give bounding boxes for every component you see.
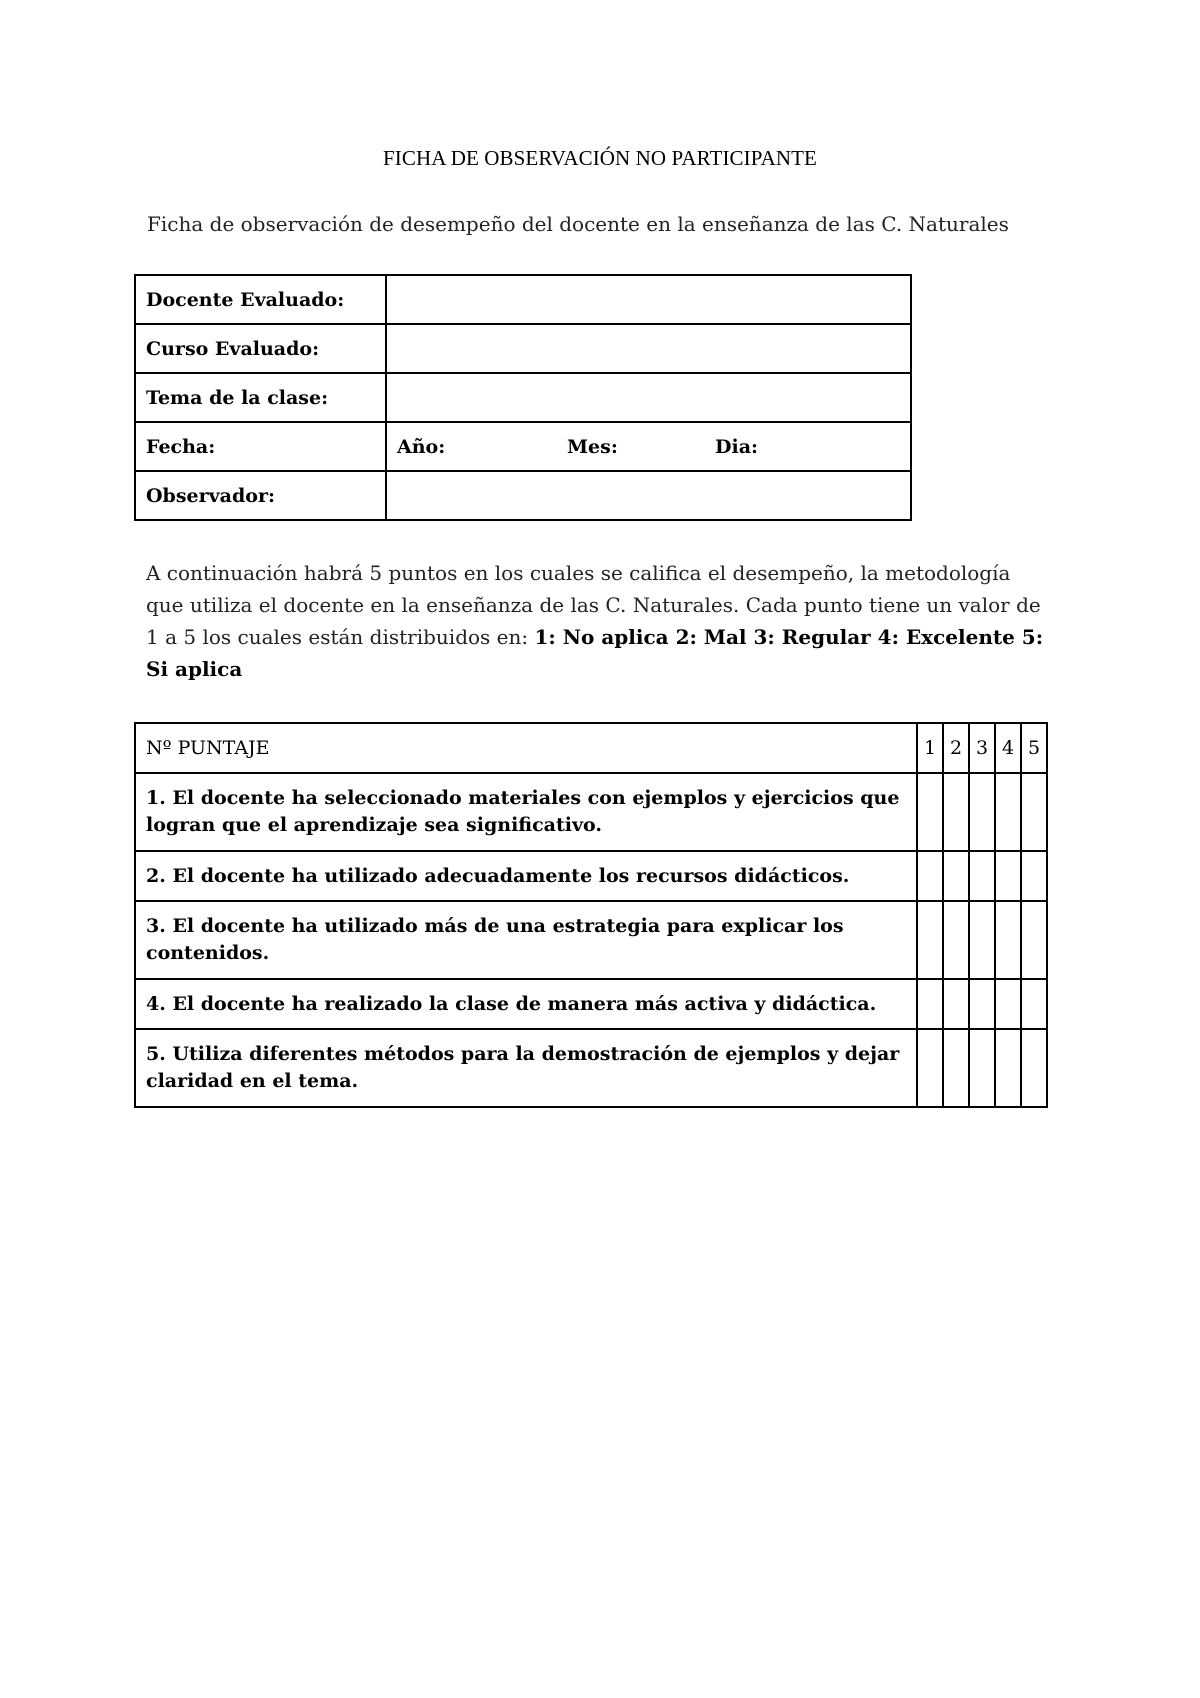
criterion-row-5 <box>135 1029 1047 1107</box>
score-cell-1-2[interactable] <box>943 773 969 851</box>
label-observador: Observador: <box>135 471 386 520</box>
info-row-curso <box>135 324 911 373</box>
score-cell-3-2[interactable] <box>943 901 969 979</box>
score-cell-5-4[interactable] <box>995 1029 1021 1107</box>
info-row-docente <box>135 275 911 324</box>
score-cell-4-4[interactable] <box>995 979 1021 1029</box>
label-mes: Mes: <box>567 435 618 458</box>
criterion-2: 2. El docente ha utilizado adecuadamente los recursos didácticos. <box>135 851 917 901</box>
score-cell-1-1[interactable] <box>917 773 943 851</box>
score-cell-2-2[interactable] <box>943 851 969 901</box>
label-anio: Año: <box>397 435 446 458</box>
label-docente: Docente Evaluado: <box>135 275 386 324</box>
score-col-1: 1 <box>917 723 943 773</box>
label-tema: Tema de la clase: <box>135 373 386 422</box>
field-docente[interactable] <box>386 275 911 324</box>
criterion-row-3 <box>135 901 1047 979</box>
criterion-row-2 <box>135 851 1047 901</box>
field-curso[interactable] <box>386 324 911 373</box>
score-cell-5-3[interactable] <box>969 1029 995 1107</box>
score-cell-4-1[interactable] <box>917 979 943 1029</box>
info-row-tema <box>135 373 911 422</box>
score-header-row <box>135 723 1047 773</box>
criterion-row-4 <box>135 979 1047 1029</box>
score-cell-3-1[interactable] <box>917 901 943 979</box>
score-cell-2-3[interactable] <box>969 851 995 901</box>
page-title: FICHA DE OBSERVACIÓN NO PARTICIPANTE <box>383 146 817 170</box>
intro-paragraph <box>146 557 1046 685</box>
score-cell-5-2[interactable] <box>943 1029 969 1107</box>
score-col-5: 5 <box>1021 723 1047 773</box>
score-cell-5-1[interactable] <box>917 1029 943 1107</box>
label-fecha: Fecha: <box>135 422 386 471</box>
score-col-3: 3 <box>969 723 995 773</box>
page-subtitle: Ficha de observación de desempeño del docente en la enseñanza de las C. Naturales <box>147 212 1009 236</box>
info-row-fecha <box>135 422 911 471</box>
score-cell-3-5[interactable] <box>1021 901 1047 979</box>
info-row-observador <box>135 471 911 520</box>
criterion-row-1 <box>135 773 1047 851</box>
score-cell-4-2[interactable] <box>943 979 969 1029</box>
score-cell-1-4[interactable] <box>995 773 1021 851</box>
criterion-1: 1. El docente ha seleccionado materiales con ejemplos y ejercicios que logran que el aprendizaje sea significativo. <box>135 773 917 851</box>
intro-text: A continuación habrá 5 puntos en los cuales se califica el desempeño, la metodología que utiliza el docente en la enseñanza de las C. Naturales. Cada punto tiene un valor de 1 a 5 los cuales están distribuidos en: <box>146 561 1041 649</box>
score-col-4: 4 <box>995 723 1021 773</box>
field-observador[interactable] <box>386 471 911 520</box>
score-cell-2-5[interactable] <box>1021 851 1047 901</box>
score-cell-5-5[interactable] <box>1021 1029 1047 1107</box>
score-cell-4-3[interactable] <box>969 979 995 1029</box>
score-cell-1-3[interactable] <box>969 773 995 851</box>
info-table <box>134 274 912 521</box>
scale-legend: 1: No aplica 2: Mal 3: Regular 4: Excelente 5: Si aplica <box>146 625 1044 681</box>
score-cell-3-4[interactable] <box>995 901 1021 979</box>
score-header: Nº PUNTAJE <box>135 723 917 773</box>
score-cell-4-5[interactable] <box>1021 979 1047 1029</box>
score-cell-3-3[interactable] <box>969 901 995 979</box>
label-curso: Curso Evaluado: <box>135 324 386 373</box>
field-tema[interactable] <box>386 373 911 422</box>
score-cell-1-5[interactable] <box>1021 773 1047 851</box>
criterion-5: 5. Utiliza diferentes métodos para la demostración de ejemplos y dejar claridad en el tema. <box>135 1029 917 1107</box>
field-fecha[interactable] <box>386 422 911 471</box>
score-cell-2-1[interactable] <box>917 851 943 901</box>
score-col-2: 2 <box>943 723 969 773</box>
score-table <box>134 722 1048 1108</box>
score-cell-2-4[interactable] <box>995 851 1021 901</box>
criterion-4: 4. El docente ha realizado la clase de manera más activa y didáctica. <box>135 979 917 1029</box>
criterion-3: 3. El docente ha utilizado más de una estrategia para explicar los contenidos. <box>135 901 917 979</box>
label-dia: Dia: <box>715 435 759 458</box>
